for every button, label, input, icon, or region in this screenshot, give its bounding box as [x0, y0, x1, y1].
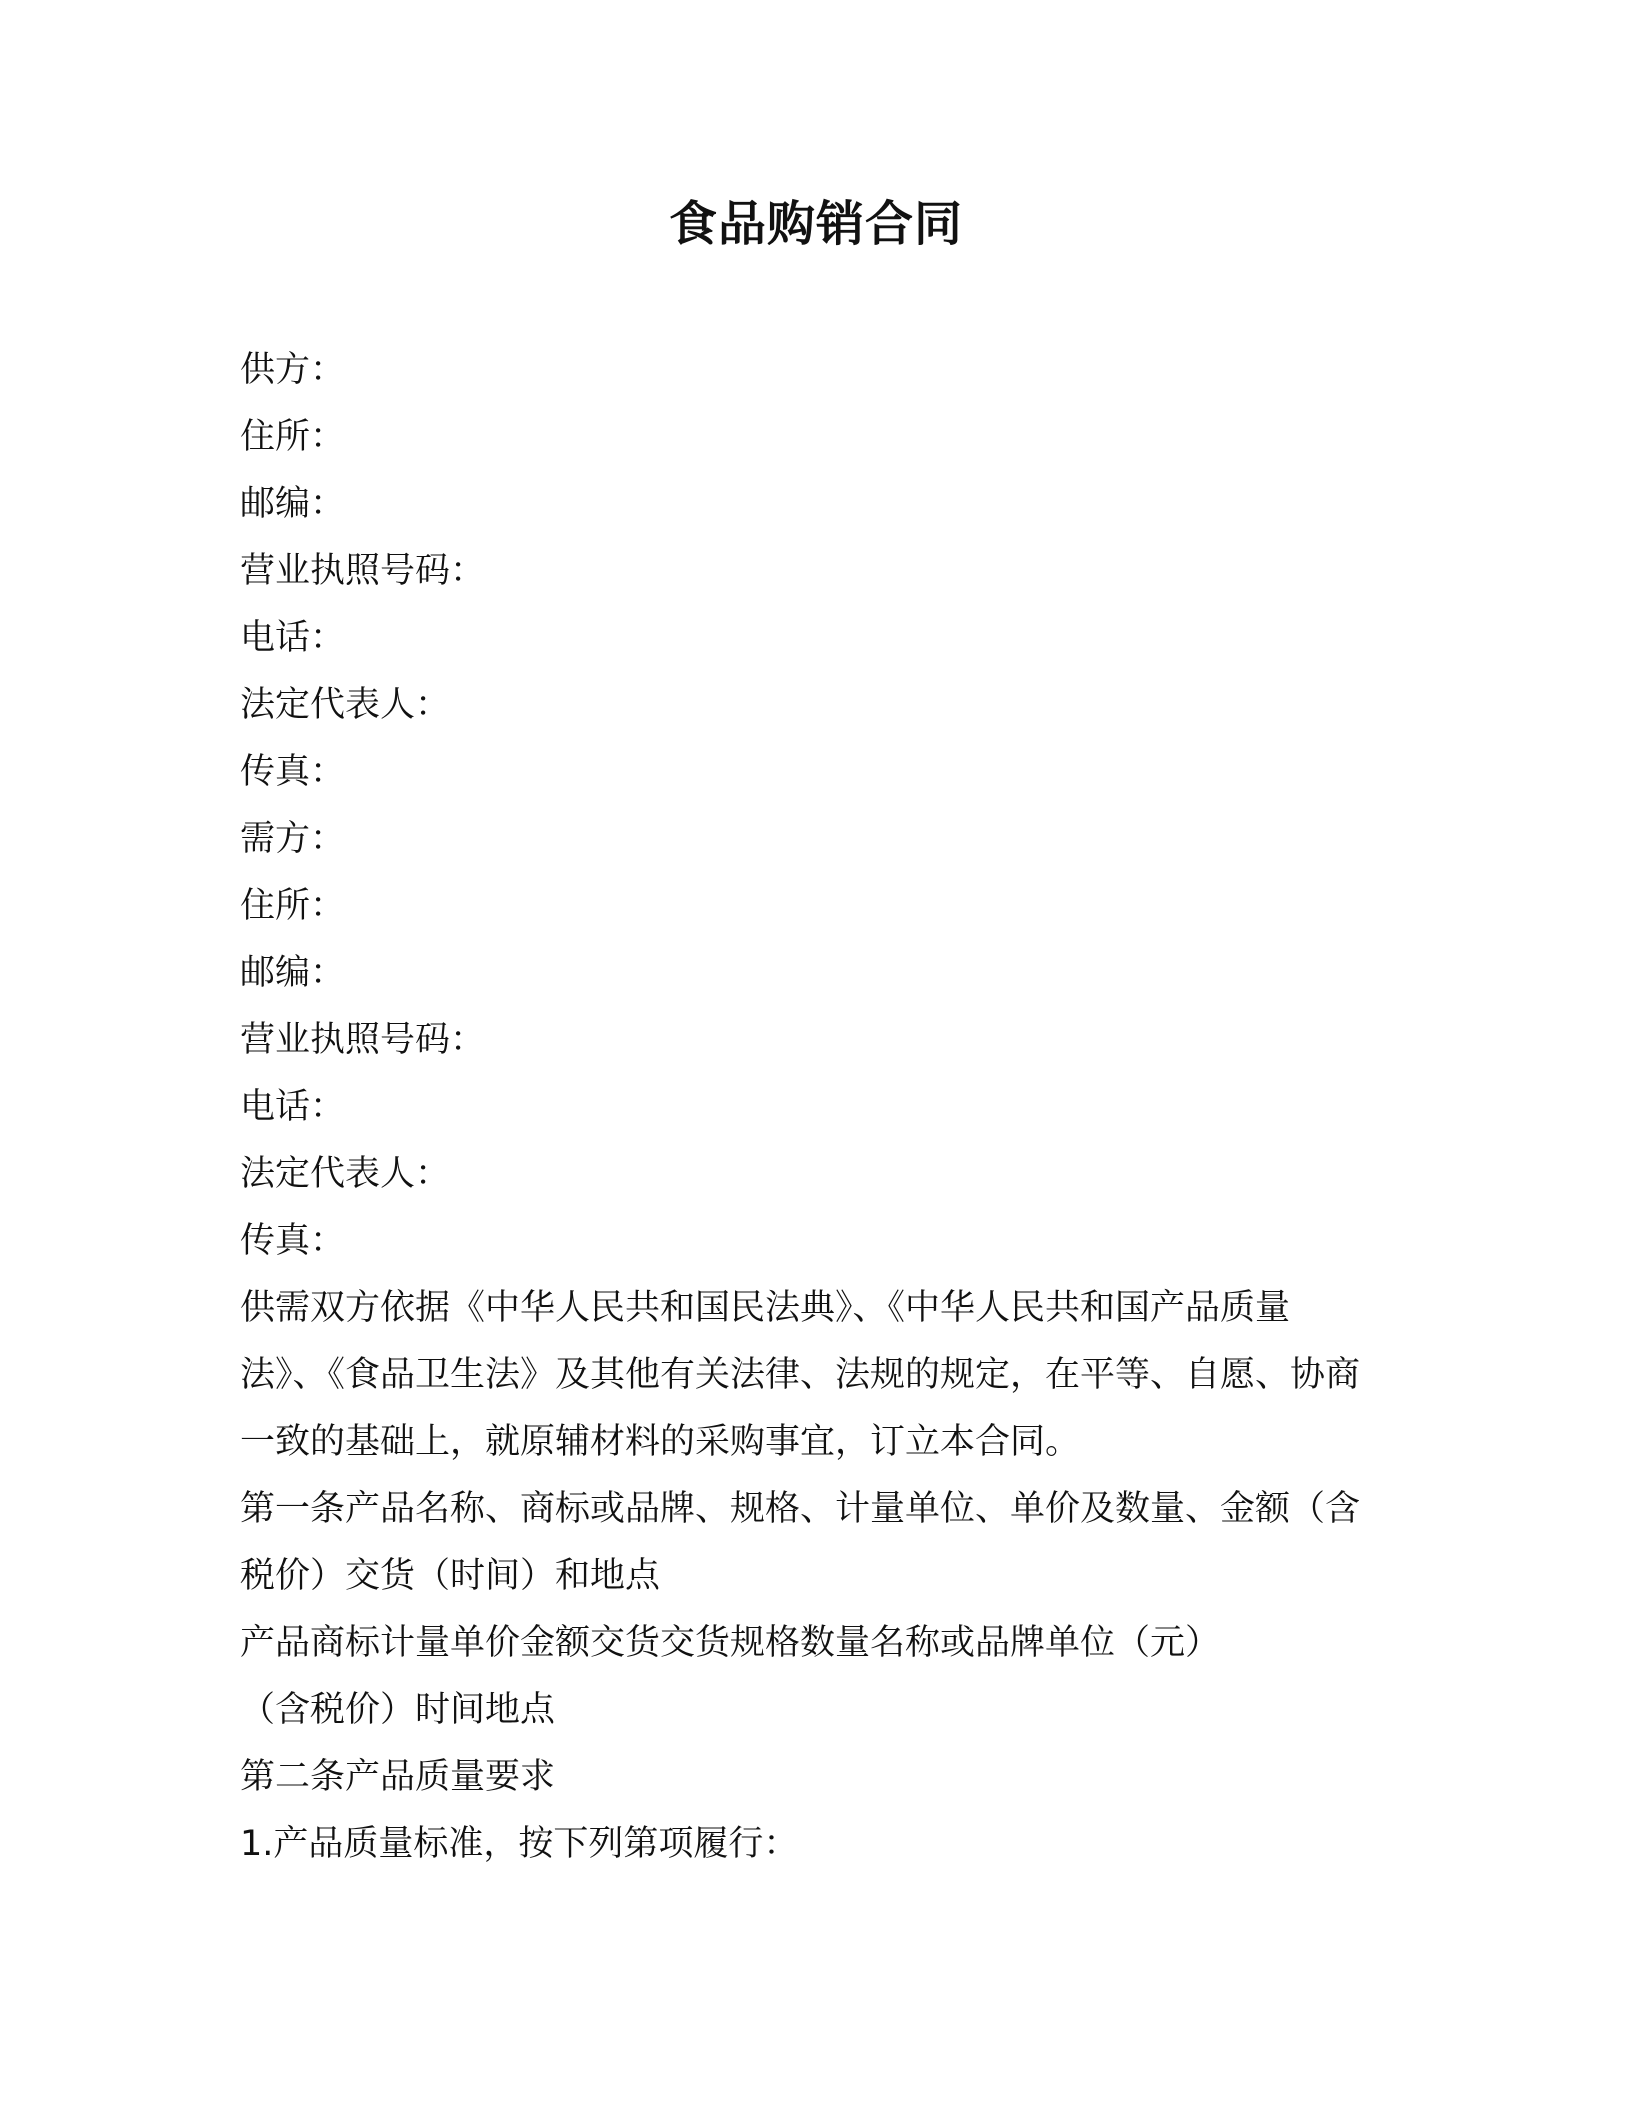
buyer-legal-rep-label: 法定代表人： [240, 1154, 451, 1194]
supplier-phone-label: 电话： [240, 618, 346, 658]
document-body [240, 337, 1360, 1878]
supplier-fax-label: 传真： [240, 752, 346, 792]
buyer-phone-label: 电话： [240, 1087, 346, 1127]
table-header-line-1: 产品商标计量单价金额交货交货规格数量名称或品牌单位（元） [240, 1623, 1221, 1663]
table-header-line-2: （含税价）时间地点 [240, 1690, 556, 1730]
supplier-party-label: 供方： [240, 350, 346, 390]
supplier-legal-rep-label: 法定代表人： [240, 685, 451, 725]
buyer-address-label: 住所： [240, 886, 346, 926]
supplier-license-label: 营业执照号码： [240, 551, 486, 591]
article-2-heading: 第二条产品质量要求 [240, 1757, 556, 1797]
buyer-fax-label: 传真： [240, 1221, 346, 1261]
supplier-address-label: 住所： [240, 417, 346, 457]
document-title: 食品购销合同 [668, 196, 963, 252]
buyer-license-label: 营业执照号码： [240, 1020, 486, 1060]
buyer-postcode-label: 邮编： [240, 953, 346, 993]
preamble-paragraph: 供需双方依据《中华人民共和国民法典》、《中华人民共和国产品质量法》、《食品卫生法》及其他有关法律、法规的规定，在平等、自愿、协商一致的基础上，就原辅材料的采购事宜，订立本合同。 [240, 1288, 1361, 1462]
article-1-heading: 第一条产品名称、商标或品牌、规格、计量单位、单价及数量、金额（含税价）交货（时间）和地点 [240, 1489, 1361, 1596]
article-2-item-1: 1.产品质量标准，按下列第项履行： [240, 1824, 799, 1864]
supplier-postcode-label: 邮编： [240, 484, 346, 524]
buyer-party-label: 需方： [240, 819, 346, 859]
